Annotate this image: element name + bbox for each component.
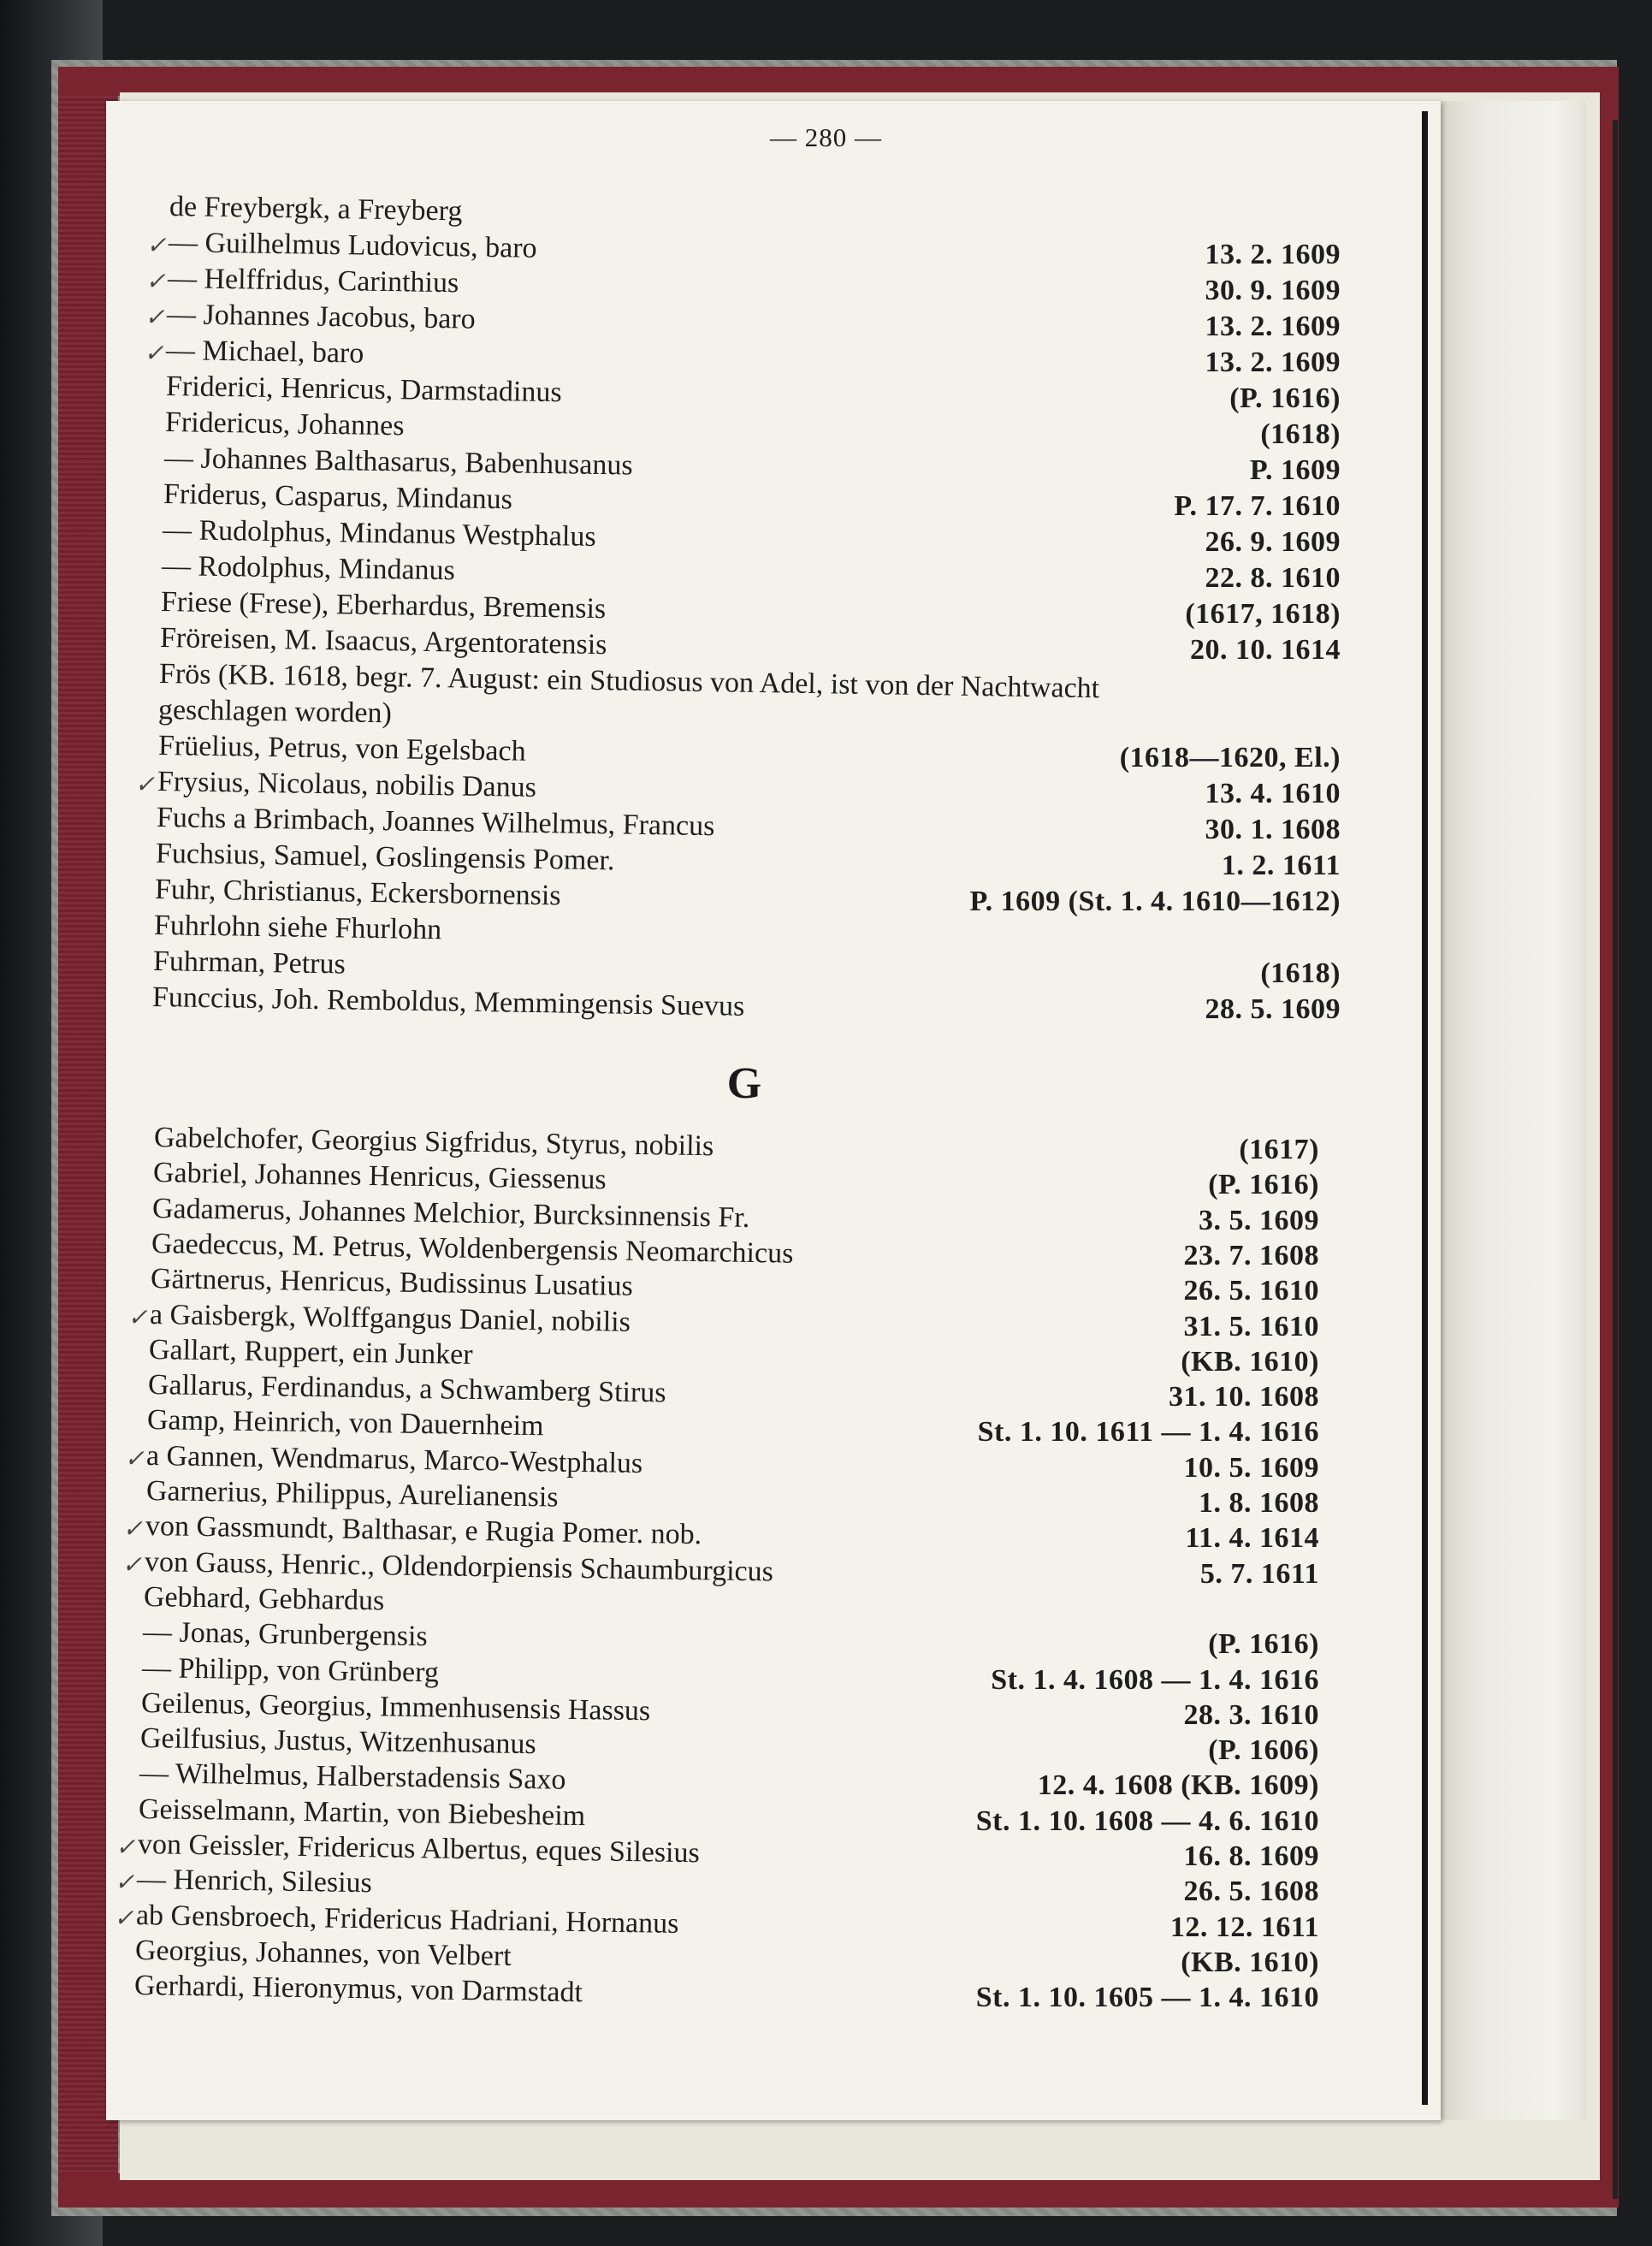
- entry-name: Fuchs a Brimbach, Joannes Wilhelmus, Francus: [156, 802, 715, 843]
- list-item: [0, 441, 1341, 486]
- entry-name: Fröreisen, M. Isaacus, Argentoratensis: [159, 622, 607, 661]
- section-heading: G: [726, 1059, 762, 1108]
- entry-name: Gebhard, Gebhardus: [143, 1580, 385, 1617]
- list-item: [0, 1368, 1319, 1413]
- entry-date: 26. 5. 1610: [1183, 1275, 1319, 1307]
- entry-date: 30. 9. 1609: [1205, 275, 1341, 306]
- list-item: [0, 945, 1341, 989]
- entry-date: 30. 1. 1608: [1205, 814, 1341, 845]
- entry-date: 26. 5. 1608: [1183, 1876, 1319, 1908]
- entry-name: Gaedeccus, M. Petrus, Woldenbergensis Neomarchicus: [151, 1227, 794, 1270]
- check-mark-icon: ✓: [121, 1551, 143, 1579]
- list-item: [0, 190, 1341, 228]
- entry-name: Frysius, Nicolaus, nobilis Danus: [157, 766, 536, 803]
- list-item: [0, 1156, 1319, 1201]
- list-item: [0, 1262, 1319, 1307]
- entry-name: Funccius, Joh. Remboldus, Memmingensis Suevus: [151, 981, 745, 1022]
- list-item: [0, 1757, 1319, 1802]
- list-item: [0, 693, 1341, 730]
- entry-name: Gadamerus, Johannes Melchior, Burcksinnensis Fr.: [151, 1192, 750, 1234]
- entry-name: von Geissler, Fridericus Albertus, eques Silesius: [137, 1828, 701, 1870]
- entry-date: 16. 8. 1609: [1183, 1840, 1319, 1872]
- entry-date: P. 1609: [1249, 454, 1341, 486]
- entry-name: a Gaisbergk, Wolffgangus Daniel, nobilis: [149, 1298, 631, 1338]
- entry-name: Fuhrman, Petrus: [152, 945, 346, 981]
- entry-date: 11. 4. 1614: [1185, 1522, 1319, 1555]
- entry-date: 13. 4. 1610: [1205, 778, 1341, 809]
- list-item: [0, 1863, 1319, 1908]
- entry-name: — Helffridus, Carinthius: [167, 263, 459, 299]
- entry-date: (1618—1620, El.): [1119, 742, 1341, 773]
- entry-name: geschlagen worden): [158, 694, 393, 730]
- list-item: [0, 1474, 1319, 1519]
- list-item: [0, 549, 1341, 594]
- list-item: [0, 477, 1341, 522]
- list-item: [0, 1580, 1319, 1615]
- check-mark-icon: ✓: [134, 772, 156, 798]
- list-item: [0, 1403, 1319, 1449]
- list-item: [0, 657, 1341, 705]
- check-mark-icon: ✓: [124, 1445, 145, 1473]
- check-mark-icon: ✓: [145, 269, 166, 295]
- list-item: [0, 981, 1341, 1025]
- entry-name: — Guilhelmus Ludovicus, baro: [168, 227, 537, 264]
- entry-name: Gallart, Ruppert, ein Junker: [149, 1333, 474, 1371]
- list-item: [0, 1828, 1319, 1872]
- check-mark-icon: ✓: [115, 1870, 135, 1897]
- list-item: [0, 1121, 1319, 1165]
- list-item: [0, 1615, 1319, 1661]
- entry-name: Fuhr, Christianus, Eckersbornensis: [154, 874, 561, 912]
- list-item: [0, 1333, 1319, 1378]
- entry-date: (P. 1606): [1208, 1734, 1319, 1767]
- entry-name: Gärtnerus, Henricus, Budissinus Lusatius: [150, 1263, 634, 1303]
- entry-date: 12. 4. 1608 (KB. 1609): [1037, 1769, 1319, 1802]
- entry-name: Garnerius, Philippus, Aurelianensis: [145, 1475, 559, 1514]
- entry-date: (P. 1616): [1229, 382, 1341, 414]
- entry-name: Georgius, Johannes, von Velbert: [134, 1934, 512, 1972]
- list-item: [0, 585, 1341, 630]
- entry-name: Friese (Frese), Eberhardus, Bremensis: [160, 586, 607, 625]
- entry-date: 31. 5. 1610: [1183, 1310, 1319, 1342]
- entry-date: 3. 5. 1609: [1199, 1204, 1319, 1236]
- right-page-edge: [1613, 120, 1618, 2199]
- entry-date: 26. 9. 1609: [1205, 526, 1341, 558]
- list-item: [0, 621, 1341, 666]
- entry-name: — Henrich, Silesius: [136, 1864, 373, 1899]
- list-item: [0, 298, 1341, 342]
- entry-name: Geisselmann, Martin, von Biebesheim: [138, 1793, 586, 1832]
- entry-name: — Jonas, Grunbergensis: [142, 1616, 428, 1653]
- check-mark-icon: ✓: [144, 341, 164, 367]
- entry-date: (P. 1616): [1208, 1169, 1319, 1201]
- entry-name: ab Gensbroech, Fridericus Hadriani, Hornanus: [135, 1899, 679, 1940]
- list-item: [0, 1899, 1319, 1943]
- list-item: [0, 873, 1341, 917]
- entry-name: Gabriel, Johannes Henricus, Giessenus: [152, 1157, 607, 1196]
- check-mark-icon: ✓: [127, 1304, 148, 1331]
- entry-date: St. 1. 10. 1608 — 4. 6. 1610: [975, 1805, 1319, 1837]
- entry-name: — Philipp, von Grünberg: [141, 1651, 439, 1688]
- check-mark-icon: ✓: [114, 1905, 134, 1932]
- entry-name: Fridericus, Johannes: [164, 406, 405, 442]
- entry-name: — Rudolphus, Mindanus Westphalus: [162, 514, 596, 553]
- entry-date: (KB. 1610): [1181, 1946, 1319, 1978]
- entry-name: Frös (KB. 1618, begr. 7. August: ein Studiosus von Adel, ist von der Nachtwacht: [159, 658, 1100, 705]
- entry-name: Friderici, Henricus, Darmstadinus: [165, 370, 562, 409]
- list-item: [0, 729, 1341, 773]
- list-item: [0, 765, 1341, 809]
- entry-name: Geilfusius, Justus, Witzenhusanus: [139, 1722, 536, 1761]
- entry-name: — Johannes Jacobus, baro: [167, 299, 477, 335]
- entry-date: 12. 12. 1611: [1169, 1911, 1319, 1943]
- entry-date: (1618): [1260, 957, 1341, 989]
- list-item: [0, 1722, 1319, 1767]
- entry-name: de Freybergk, a Freyberg: [169, 191, 463, 228]
- entry-date: St. 1. 4. 1608 — 1. 4. 1616: [991, 1663, 1319, 1696]
- entry-name: Gamp, Heinrich, von Dauernheim: [147, 1404, 545, 1443]
- entry-name: von Gassmundt, Balthasar, e Rugia Pomer. nob.: [145, 1510, 702, 1551]
- entry-date: St. 1. 10. 1611 — 1. 4. 1616: [977, 1416, 1319, 1449]
- check-mark-icon: ✓: [145, 305, 165, 331]
- entry-name: — Rodolphus, Mindanus: [161, 550, 456, 587]
- entry-name: Geilenus, Georgius, Immenhusensis Hassus: [140, 1686, 651, 1727]
- list-item: [0, 1934, 1319, 1978]
- entry-date: 28. 5. 1609: [1205, 993, 1341, 1025]
- entry-date: 22. 8. 1610: [1205, 562, 1341, 594]
- entry-date: 5. 7. 1611: [1199, 1557, 1319, 1590]
- list-item: [0, 801, 1341, 845]
- entry-name: Gerhardi, Hieronymus, von Darmstadt: [133, 1970, 583, 2009]
- list-item: [0, 334, 1341, 378]
- entry-date: 13. 2. 1609: [1205, 239, 1341, 270]
- entry-name: — Michael, baro: [166, 335, 364, 370]
- entry-date: (1617, 1618): [1185, 598, 1341, 630]
- entry-date: P. 1609 (St. 1. 4. 1610—1612): [969, 886, 1341, 917]
- list-item: [0, 226, 1341, 270]
- list-item: [0, 837, 1341, 881]
- entry-name: Fuhrlohn siehe Fhurlohn: [153, 910, 442, 946]
- entry-date: St. 1. 10. 1605 — 1. 4. 1610: [975, 1982, 1319, 2014]
- entry-name: Gabelchofer, Georgius Sigfridus, Styrus, nobilis: [153, 1122, 714, 1163]
- entry-name: — Johannes Balthasarus, Babenhusanus: [163, 442, 633, 482]
- list-item: [0, 1969, 1319, 2014]
- list-item: [0, 909, 1341, 946]
- entry-date: (P. 1616): [1208, 1628, 1319, 1661]
- page-number: — 280 —: [770, 122, 882, 152]
- list-item: [0, 1439, 1319, 1484]
- entry-date: 10. 5. 1609: [1183, 1451, 1319, 1484]
- list-item: [0, 370, 1341, 414]
- list-item: [0, 1298, 1319, 1342]
- entry-name: Fuchsius, Samuel, Goslingensis Pomer.: [155, 838, 615, 877]
- list-item: [0, 1793, 1319, 1837]
- list-item: [0, 1509, 1319, 1555]
- check-mark-icon: ✓: [115, 1834, 136, 1861]
- entry-date: 31. 10. 1608: [1169, 1381, 1319, 1413]
- entry-name: von Gauss, Henric., Oldendorpiensis Schaumburgicus: [144, 1545, 773, 1588]
- list-item: [0, 1651, 1319, 1696]
- entry-date: 20. 10. 1614: [1190, 634, 1341, 666]
- gutter-shadow: [1441, 101, 1586, 2120]
- entry-name: a Gannen, Wendmarus, Marco-Westphalus: [146, 1439, 643, 1479]
- entry-name: Friderus, Casparus, Mindanus: [163, 478, 513, 516]
- entry-date: (1618): [1260, 418, 1341, 450]
- entry-name: — Wilhelmus, Halberstadensis Saxo: [139, 1757, 566, 1797]
- cloth-binding-top: [58, 67, 1615, 96]
- entry-name: Früelius, Petrus, von Egelsbach: [157, 730, 526, 767]
- entry-date: 13. 2. 1609: [1205, 311, 1341, 342]
- entry-date: P. 17. 7. 1610: [1174, 490, 1341, 522]
- list-item: [0, 513, 1341, 558]
- list-item: [0, 1686, 1319, 1731]
- check-mark-icon: ✓: [146, 233, 167, 259]
- entry-date: 13. 2. 1609: [1205, 347, 1341, 378]
- entry-date: 28. 3. 1610: [1183, 1698, 1319, 1731]
- entry-date: (KB. 1610): [1181, 1345, 1319, 1378]
- list-item: [0, 406, 1341, 450]
- check-mark-icon: ✓: [122, 1516, 144, 1544]
- entry-name: Gallarus, Ferdinandus, a Schwamberg Stirus: [148, 1369, 667, 1409]
- list-item: [0, 1227, 1319, 1271]
- list-item: [0, 1192, 1319, 1236]
- entry-date: 1. 2. 1611: [1221, 850, 1341, 881]
- entry-date: 1. 8. 1608: [1199, 1487, 1319, 1519]
- list-item: [0, 1545, 1319, 1590]
- list-item: [0, 262, 1341, 306]
- entry-date: 23. 7. 1608: [1183, 1239, 1319, 1271]
- entry-date: (1617): [1239, 1134, 1319, 1165]
